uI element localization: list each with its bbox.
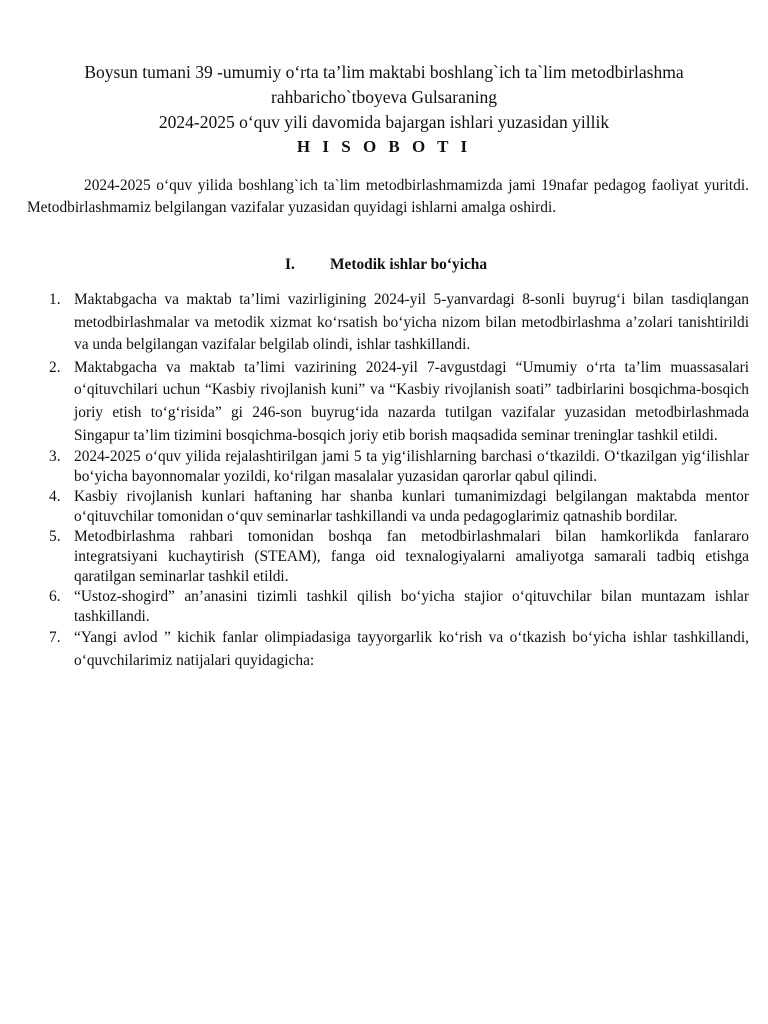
list-item [0,587,768,627]
header-line-school: Boysun tumani 39 -umumiy o‘rta ta’lim maktabi boshlang`ich ta`lim metodbirlashma [84,62,684,82]
list-item-number: 6. [49,588,61,606]
report-header [20,60,748,159]
list-item-text: Kasbiy rivojlanish kunlari haftaning har shanba kunlari tumanimizdagi belgilangan maktabda mentor o‘qituvchilar tomonidan o‘quv seminarlar tashkillandi va unda pedagoglarimiz qatnashib bordilar. [74,488,749,526]
list-item [0,627,768,672]
list-item-number: 5. [49,528,61,546]
list-item-text: 2024-2025 o‘quv yilida rejalashtirilgan jami 5 ta yig‘ilishlarning barchasi o‘tkazildi. O‘tkazilgan yig‘ilishlar bo‘yicha bayonnomalar yozildi, ko‘rilgan masalalar yuzasidan qarorlar qabul qilindi. [74,448,749,486]
list-item-number: 3. [49,448,61,466]
list-item [0,527,768,587]
header-line-author: rahbaricho`tboyeva Gulsaraning [271,87,497,107]
list-item-number: 7. [49,629,61,647]
list-item [0,447,768,487]
list-item-text: “Ustoz-shogird” an’anasini tizimli tashkil qilish bo‘yicha stajior o‘qituvchilar bilan muntazam ishlar tashkillandi. [74,588,749,626]
list-item-number: 1. [49,291,61,308]
list-item-text: Maktabgacha va maktab ta’limi vazirining 2024-yil 7-avgustdagi “Umumiy o‘rta ta’lim muassasalari o‘qituvchilari uchun “Kasbiy rivojlanish kuni” va “Kasbiy rivojlanish soati” tadbirlarini bosqichma-bosqich joriy etish to‘g‘risida” gi 246-son buyrug‘ida nazarda tutilgan vazifalar yuzasidan metodbirlashmada Singapur ta’lim tizimini bosqichma-bosqich joriy etib borish maqsadida seminar treninglar tashkil etildi. [74,358,749,444]
list-item [0,357,768,447]
list-item-text: “Yangi avlod ” kichik fanlar olimpiadasiga tayyorgarlik ko‘rish va o‘tkazish bo‘yicha ishlar tashkillandi, o‘quvchilarimiz natijalari quyidagicha: [74,629,749,669]
list-item [0,289,768,357]
list-item-text: Maktabgacha va maktab ta’limi vazirligining 2024-yil 5-yanvardagi 8-sonli buyrug‘i bilan tasdiqlangan metodbirlashmalar va metodik xizmat ko‘rsatish bo‘yicha nizom bilan metodbirlashma a’zolari tanishtirildi va unda belgilangan vazifalar belgilab olindi, ishlar tashkillandi. [74,291,749,354]
report-title: H I S O B O T I [296,137,472,156]
section-title: Metodik ishlar bo‘yicha [330,256,488,273]
list-item-number: 2. [49,358,61,376]
list-item-number: 4. [49,488,61,506]
section-number: I. [285,256,295,273]
list-item-text: Metodbirlashma rahbari tomonidan boshqa fan metodbirlashmalari bilan hamkorlikda fanlararo integratsiyani kuchaytirish (STEAM), fanga oid texnalogiyalarni amaliyotga samarali tadbiq etishga qaratilgan seminarlar tashkil etildi. [74,528,749,586]
header-line-period: 2024-2025 o‘quv yili davomida bajargan ishlari yuzasidan yillik [158,112,610,132]
work-items-list [0,289,768,672]
intro-paragraph: 2024-2025 o‘quv yilida boshlang`ich ta`lim metodbirlashmamizda jami 19nafar pedagog faoliyat yuritdi. Metodbirlashmamiz belgilangan vazifalar yuzasidan quyidagi ishlarni amalga oshirdi. [27,177,749,216]
list-item [0,487,768,527]
